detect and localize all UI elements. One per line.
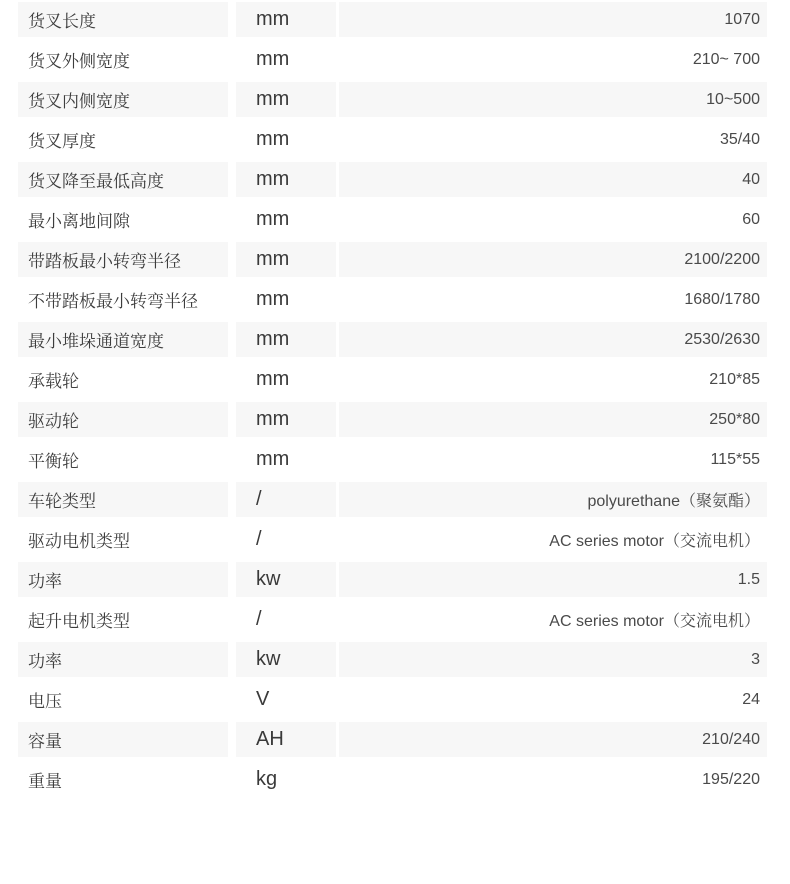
spec-value: 3 [339,642,767,677]
spec-unit: mm [256,128,290,150]
spec-label: 最小离地间隙 [28,212,130,231]
spec-value: 24 [742,690,760,708]
spec-value: 10~500 [339,82,767,117]
table-row [18,360,767,400]
spec-unit: mm [236,2,336,37]
spec-label: 起升电机类型 [28,612,130,631]
spec-value: 210*85 [709,370,760,388]
table-row [18,160,767,200]
table-row [18,720,767,760]
spec-label: 容量 [18,722,228,757]
spec-unit: mm [236,322,336,357]
spec-label: 承载轮 [28,372,79,391]
spec-value: 1070 [339,2,767,37]
table-row [18,600,767,640]
spec-label: 不带踏板最小转弯半径 [28,292,198,311]
spec-unit: mm [236,82,336,117]
table-row [18,640,767,680]
spec-unit: mm [236,162,336,197]
spec-unit: mm [256,208,290,230]
spec-label: 重量 [28,772,62,791]
spec-value: 2100/2200 [339,242,767,277]
table-row [18,680,767,720]
spec-label: 带踏板最小转弯半径 [18,242,228,277]
spec-value: 40 [339,162,767,197]
spec-value: 210~ 700 [692,50,760,68]
table-row [18,760,767,800]
spec-unit: mm [236,242,336,277]
spec-value: 2530/2630 [339,322,767,357]
table-row [18,120,767,160]
spec-label: 货叉厚度 [28,132,96,151]
table-row [18,320,767,360]
spec-label: 电压 [28,692,62,711]
spec-value: AC series motor（交流电机） [549,613,760,630]
spec-unit: mm [256,448,290,470]
spec-label: 驱动轮 [18,402,228,437]
spec-unit: mm [236,402,336,437]
table-row [18,400,767,440]
spec-unit: kg [256,768,278,790]
spec-unit: mm [256,288,290,310]
table-row [18,80,767,120]
spec-table [18,0,767,800]
spec-label: 货叉降至最低高度 [18,162,228,197]
spec-value: 35/40 [719,130,760,148]
spec-label: 货叉外侧宽度 [28,52,130,71]
table-row [18,440,767,480]
spec-unit: / [256,528,262,550]
spec-label: 最小堆垛通道宽度 [18,322,228,357]
spec-label: 功率 [18,642,228,677]
spec-value: 250*80 [339,402,767,437]
spec-value: 1680/1780 [684,290,760,308]
spec-label: 货叉长度 [18,2,228,37]
table-row [18,480,767,520]
spec-value: AC series motor（交流电机） [549,533,760,550]
spec-unit: / [236,482,336,517]
spec-unit: V [256,688,270,710]
spec-unit: kw [236,642,336,677]
table-row [18,520,767,560]
spec-unit: mm [256,48,290,70]
spec-label: 功率 [18,562,228,597]
spec-label: 驱动电机类型 [28,532,130,551]
spec-value: polyurethane（聚氨酯） [339,482,767,517]
spec-unit: mm [256,368,290,390]
spec-unit: kw [236,562,336,597]
spec-value: 115*55 [710,450,760,468]
table-row [18,0,767,40]
table-row [18,240,767,280]
spec-value: 1.5 [339,562,767,597]
spec-label: 货叉内侧宽度 [18,82,228,117]
table-row [18,560,767,600]
table-row [18,280,767,320]
spec-label: 平衡轮 [28,452,79,471]
table-row [18,40,767,80]
spec-value: 195/220 [702,770,760,788]
spec-value: 60 [742,210,760,228]
spec-value: 210/240 [339,722,767,757]
table-row [18,200,767,240]
spec-label: 车轮类型 [18,482,228,517]
spec-unit: AH [236,722,336,757]
spec-unit: / [256,608,262,630]
